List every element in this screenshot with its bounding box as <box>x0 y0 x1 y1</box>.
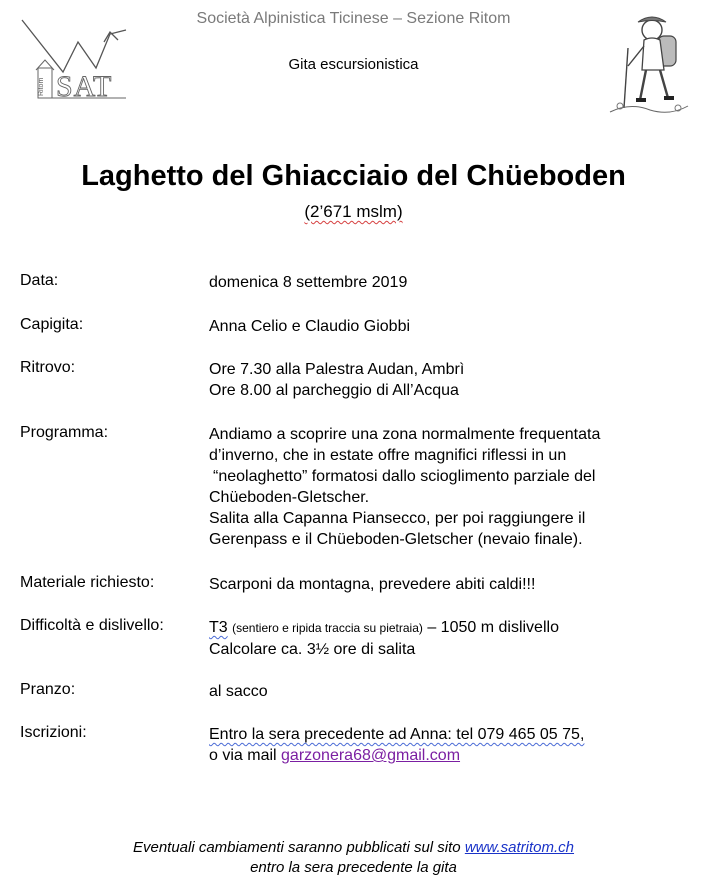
value-pranzo: al sacco <box>209 683 268 700</box>
footer-note <box>0 838 707 878</box>
site-link[interactable]: www.satritom.ch <box>464 839 575 856</box>
value-materiale: Scarponi da montagna, prevedere abiti caldi!!! <box>209 576 536 593</box>
organization-name: Società Alpinistica Ticinese – Sezione Ritom <box>196 10 511 27</box>
difficolta-grade: T3 <box>209 619 228 636</box>
value-programma <box>209 424 679 550</box>
programma-line-6: Gerenpass e il Chüeboden-Gletscher (nevaio finale). <box>209 531 583 548</box>
iscrizioni-line-1 <box>209 724 679 745</box>
label-data: Data: <box>20 272 59 289</box>
label-capigita: Capigita: <box>20 316 84 333</box>
email-link[interactable]: garzonera68@gmail.com <box>281 747 461 764</box>
programma-line-4: Chüeboden-Gletscher. <box>209 489 370 506</box>
iscrizioni-text: Entro la sera precedente ad Anna: tel 079 465 05 75, <box>209 726 585 743</box>
value-capigita: Anna Celio e Claudio Giobbi <box>209 318 411 335</box>
difficolta-note: (sentiero e ripida traccia su pietraia) <box>232 621 423 635</box>
altitude <box>0 202 707 222</box>
value-ritrovo <box>209 359 679 401</box>
footer-line-2: entro la sera precedente la gita <box>250 859 457 876</box>
footer-prefix: Eventuali cambiamenti saranno pubblicati sul sito <box>132 839 465 856</box>
programma-line-5: Salita alla Capanna Piansecco, per poi raggiungere il <box>209 510 586 527</box>
label-ritrovo: Ritrovo: <box>20 359 76 376</box>
title-text: Laghetto del Ghiacciaio del Chüeboden <box>81 160 626 192</box>
programma-line-2: d’inverno, che in estate offre magnifici riflessi in un <box>209 447 567 464</box>
ritrovo-line-2: Ore 8.00 al parcheggio di All’Acqua <box>209 382 459 399</box>
value-difficolta <box>209 617 679 660</box>
value-data: domenica 8 settembre 2019 <box>209 274 408 291</box>
svg-text:SAT: SAT <box>56 70 113 103</box>
difficolta-line-1 <box>209 617 679 639</box>
iscrizioni-line-2 <box>209 745 679 766</box>
label-programma: Programma: <box>20 424 109 441</box>
label-iscrizioni: Iscrizioni: <box>20 724 87 741</box>
value-iscrizioni <box>209 724 679 766</box>
difficolta-rest: – 1050 m dislivello <box>422 619 559 636</box>
iscrizioni-prefix: o via mail <box>209 747 282 764</box>
label-pranzo: Pranzo: <box>20 681 76 698</box>
footer-line-1 <box>0 838 707 858</box>
difficolta-line-2: Calcolare ca. 3½ ore di salita <box>209 641 416 658</box>
label-difficolta: Difficoltà e dislivello: <box>20 617 164 634</box>
label-materiale: Materiale richiesto: <box>20 574 155 591</box>
page-title <box>0 160 707 193</box>
svg-text:Ritom: Ritom <box>38 77 45 96</box>
ritrovo-line-1: Ore 7.30 alla Palestra Audan, Ambrì <box>209 361 465 378</box>
altitude-text: (2’671 mslm) <box>304 202 403 221</box>
programma-line-1: Andiamo a scoprire una zona normalmente frequentata <box>209 426 601 443</box>
programma-line-3: “neolaghetto” formatosi dallo scioglimento parziale del <box>213 468 596 485</box>
document-subtitle: Gita escursionistica <box>288 56 419 73</box>
